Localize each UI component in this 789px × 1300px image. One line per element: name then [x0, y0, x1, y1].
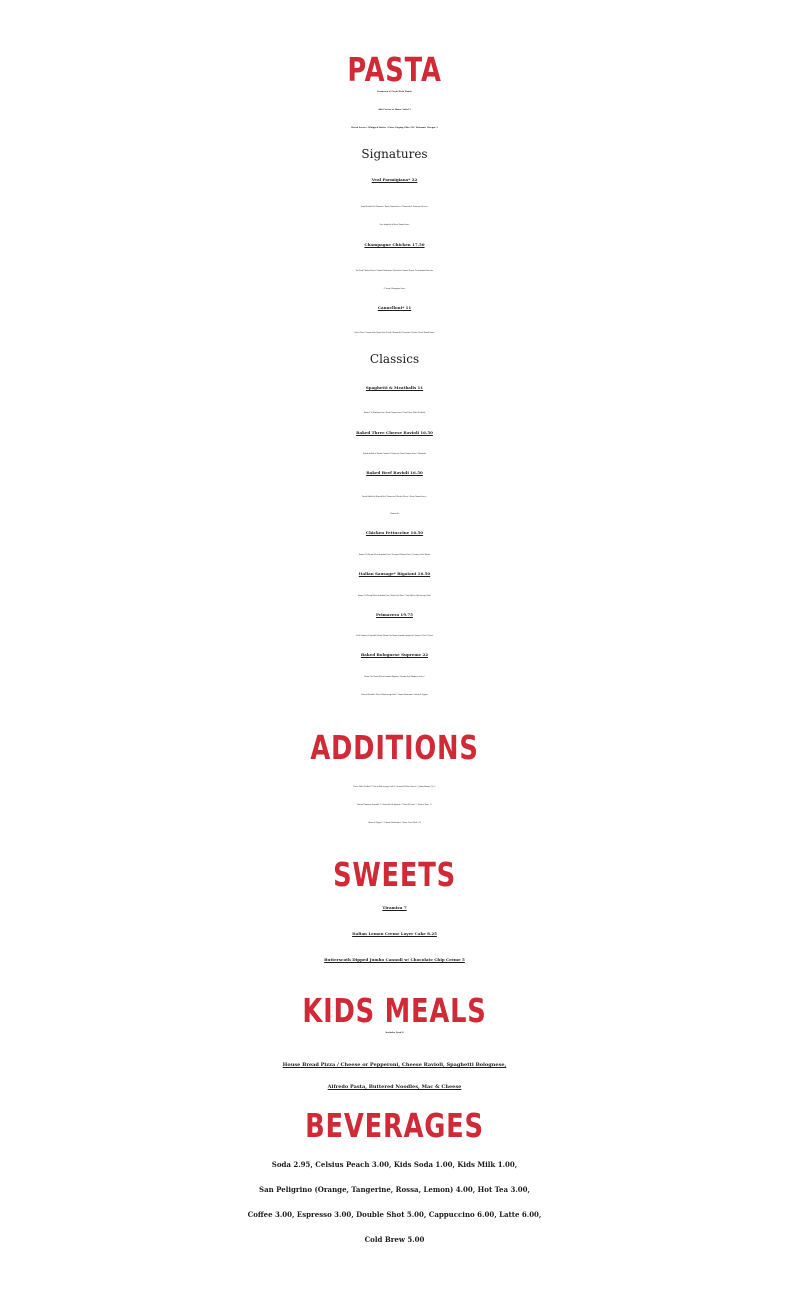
menu-item-name: Cannelloni* 11	[377, 305, 412, 310]
kids-section-title: KIDS MEALS	[302, 991, 487, 1030]
menu-item-desc: Rolled Pasta / Country Style Italian Beef & Pork / Mozzarella / Prosciutto / Ricotta / Rustic Tomato Sauce	[354, 333, 435, 334]
footer-disclaimer	[0, 1272, 789, 1286]
pasta-section-title: PASTA	[347, 50, 442, 89]
menu-item-desc: Ravioli Stuffed w/ Braised Beef / Parmesan & Ricotta Cheese / Rustic Tomato Sauce /	[362, 497, 427, 498]
footer-disclaimer	[0, 1257, 789, 1271]
menu-item-name: Primavera 19.75	[376, 612, 413, 617]
beverages-line: Cold Brew 5.00	[364, 1235, 425, 1244]
sweets-item: Italian Lemon Creme Layer Cake 8.25	[352, 931, 437, 936]
beverages-line: San Peligrino (Orange, Tangerine, Rossa, Lemon) 4.00, Hot Tea 3.00,	[259, 1185, 530, 1194]
menu-item-name: Baked Bolognese Supreme 22	[360, 652, 429, 657]
additions-line: Roasted Primavera Vegetable 7 / Sauteed Fresh Spinach 6 / Pasta No Sauce 5 / Pasta w/ Sauce 7 /	[357, 805, 432, 806]
additions-line: House Made Meatball 3 / Hot or Mild Sausage Link* 4 / Seasoned Chicken Breast 5 / Jumbo Shrimp* (3) 4 /	[353, 787, 436, 788]
menu-item-desc: Bronze Cut Semolina Pasta / Rustic Tomato Sauce / Twin House Made Meatballs	[363, 413, 426, 414]
pasta-note: Bread Service -Whipped Butter / Extra Virging Olive Oil / Balsamic Vinegar 3	[351, 127, 438, 129]
sweets-section-title: SWEETS	[333, 855, 456, 894]
beverages-line: Coffee 3.00, Espresso 3.00, Double Shot 5.00, Cappuccino 6.00, Latte 6.00,	[247, 1210, 542, 1219]
sweets-item: Tiramisu 7	[382, 905, 407, 910]
menu-item-name: Italian Sausage* Rigatoni 16.50	[358, 571, 431, 576]
additions-section-title: ADDITIONS	[310, 728, 479, 767]
menu-item-desc: / Creamy Champagne Sauce	[383, 289, 406, 290]
menu-item-desc: Colossal Meatball / Hot or Mild Sausage Link* / Crimini Mushrooms / Onions & Peppers	[360, 695, 429, 696]
menu-item-desc: Over Spaghetti w/Rustic Tomato Sauce	[379, 225, 410, 226]
kids-line: House Bread Pizza / Cheese or Pepperoni, Cheese Ravioli, Spaghetti Bolognese,	[282, 1062, 507, 1068]
menu-item-desc: Hand Breaded Veal Parmesan / Rustic Tomato Sauce / Mozzarella & Parmesan Cheeses /	[360, 207, 429, 208]
menu-item-desc: Ravioli Stuffed w/ Ricotta, Fontina & Parmesan / Rustic Tomato Sauce / Mozzarella	[362, 454, 427, 455]
menu-item-name: Veal Parmigiana* 22	[371, 177, 418, 182]
beverages-section-title: BEVERAGES	[305, 1106, 484, 1145]
menu-item-name: Baked Beef Ravioli 16.50	[366, 470, 423, 475]
kids-note: Includes Fruit 8	[385, 1032, 404, 1034]
menu-item-name: Baked Three Cheese Ravioli 16.50	[356, 430, 433, 435]
sweets-item: Butterscoth Dipped Jumbo Cannoli w/ Chocolate Chip Creme 5	[324, 957, 465, 962]
menu-item-name: Champagne Chicken 17.50	[364, 242, 425, 247]
menu-item-name: Spaghetti & Meatballs 11	[365, 385, 424, 390]
menu-item-desc: Mozzarella	[390, 514, 399, 515]
menu-item-desc: Bronze Cut Durum Wheat Semolina Rigatoni / Country Style Bolognese Sauce /	[364, 677, 425, 678]
classics-heading: Classics	[369, 352, 420, 366]
additions-line: Onions & Peppers 5 / Crimini Mushrooms 4 / House Pasta Salad 3.50	[368, 823, 421, 824]
beverages-line: Soda 2.95, Celsius Peach 3.00, Kids Soda 1.00, Kids Milk 1.00,	[271, 1160, 518, 1169]
pasta-note: Parmesan & Fresh Herb Finish	[377, 91, 412, 93]
menu-item-desc: Pan Fried Chicken Breast / Crimini Mushrooms / Bruschetta Tomatos Bronze Cut SemolinaFettuccine	[355, 271, 434, 272]
menu-item-desc: Fresh Primavera Vegetable Blend / Bronze Cut Durum Semolina Spaghetti / Genovese Pesto / Cream	[356, 636, 433, 637]
kids-line: Alfredo Pasta, Buttered Noodles, Mac & Cheese	[327, 1084, 462, 1090]
menu-item-desc: Bronze Cut Durum Wheat Semolina Pasta / Seasoned Chicken Breast / Creamy Garlic Alfredo	[358, 555, 431, 556]
menu-item-name: Chicken Fettuccine 16.50	[365, 530, 424, 535]
signatures-heading: Signatures	[361, 147, 428, 161]
pasta-note: Add Caesar or House Salad 5	[378, 109, 411, 111]
menu-item-desc: Bronze Cut Durum Wheat Semolina Pasta / Rustic Red Sauce / Twin Mild or Hot Sausage Links*	[357, 596, 432, 597]
